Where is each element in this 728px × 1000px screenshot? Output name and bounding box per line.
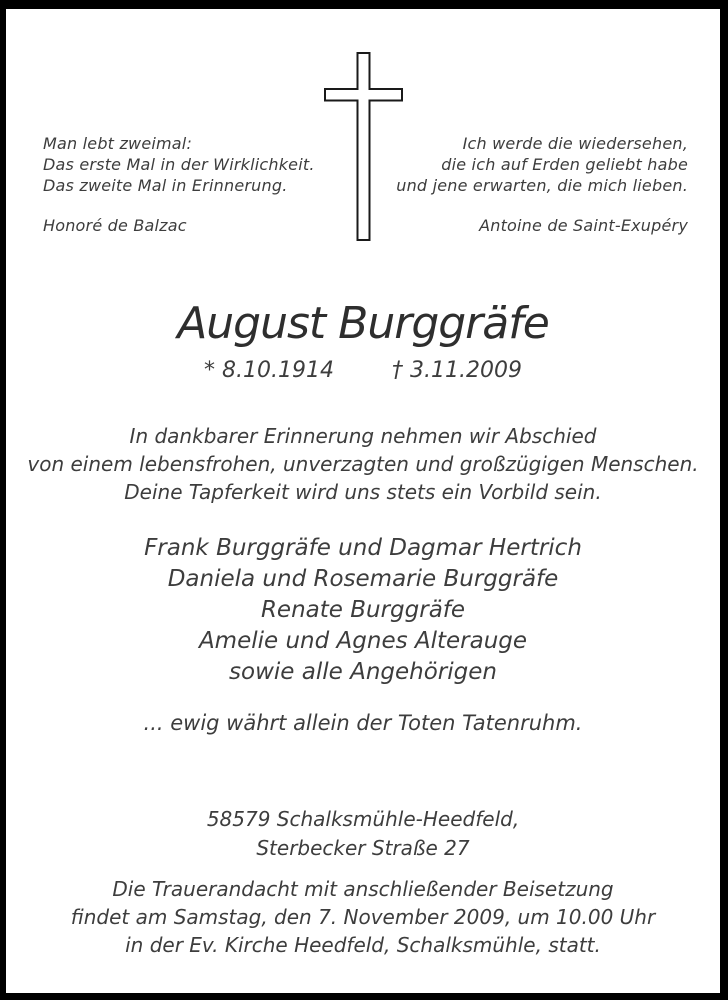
quote-left-attribution: Honoré de Balzac [43,216,187,235]
quote-right-line: und jene erwarten, die mich lieben. [396,176,688,195]
mourners-list [6,533,720,688]
quote-right-line: Ich werde die wiedersehen, [462,134,688,153]
quote-left [43,133,315,236]
address-block [6,805,720,863]
memorial-line: In dankbarer Erinnerung nehmen wir Abschied [129,424,597,448]
mourner-line: Renate Burggräfe [260,597,466,623]
quote-right-line: die ich auf Erden geliebt habe [441,155,688,174]
funeral-line: Die Trauerandacht mit anschließender Beisetzung [112,877,614,901]
deceased-name: August Burggräfe [177,298,549,349]
quote-left-line: Man lebt zweimal: [43,134,193,153]
funeral-line: findet am Samstag, den 7. November 2009, um 10.00 Uhr [70,905,656,929]
address-line: 58579 Schalksmühle-Heedfeld, [206,807,520,831]
epitaph-line: ... ewig währt allein der Toten Tatenruhm. [143,711,583,735]
address-line: Sterbecker Straße 27 [256,836,470,860]
birth-date: * 8.10.1914 [204,358,334,383]
quote-right [396,133,688,236]
memorial-line: Deine Tapferkeit wird uns stets ein Vorbild sein. [124,480,602,504]
mourner-line: Daniela und Rosemarie Burggräfe [167,566,559,592]
memorial-text [6,422,720,506]
christian-cross-icon [324,52,403,241]
funeral-announcement [6,875,720,959]
mourner-line: sowie alle Angehörigen [229,659,497,685]
quote-left-line: Das erste Mal in der Wirklichkeit. [43,155,315,174]
mourner-line: Frank Burggräfe und Dagmar Hertrich [144,535,582,561]
death-date: † 3.11.2009 [392,358,522,383]
funeral-line: in der Ev. Kirche Heedfeld, Schalksmühle, statt. [125,933,601,957]
quote-left-line: Das zweite Mal in Erinnerung. [43,176,288,195]
life-dates [6,357,720,385]
mourner-line: Amelie und Agnes Alterauge [198,628,528,654]
quote-right-attribution: Antoine de Saint-Exupéry [479,216,688,235]
memorial-line: von einem lebensfrohen, unverzagten und großzügigen Menschen. [27,452,699,476]
